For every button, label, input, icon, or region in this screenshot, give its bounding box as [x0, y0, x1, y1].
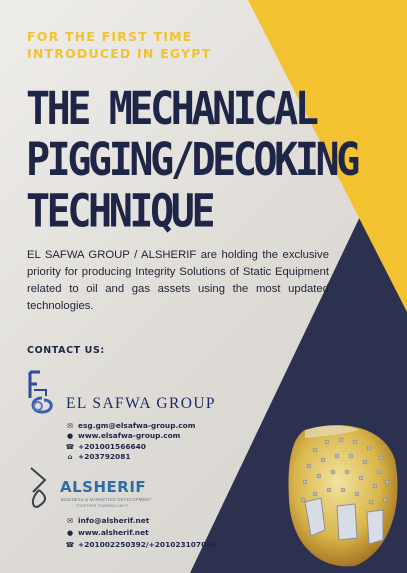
- fax-icon: ⌂: [67, 453, 73, 462]
- alsherif-logo-icon: [25, 466, 55, 512]
- title-line-1: THE MECHANICAL: [26, 82, 316, 136]
- alsherif-logo-subtitle: BUSINESS & MARKETING DEVELOPMENT: [61, 497, 152, 502]
- elsafwa-contact-list: [64, 421, 195, 463]
- elsafwa-website-row[interactable]: [64, 431, 195, 441]
- elsafwa-website[interactable]: www.elsafwa-group.com: [78, 431, 181, 441]
- elsafwa-email[interactable]: esg.gm@elsafwa-group.com: [78, 421, 196, 430]
- email-icon: ✉: [67, 516, 73, 525]
- alsherif-contact-list: [64, 515, 217, 551]
- phone-icon: ☎: [65, 442, 75, 451]
- alsherif-email-row[interactable]: [64, 515, 217, 527]
- alsherif-website[interactable]: www.alsherif.net: [78, 527, 149, 537]
- globe-icon: ●: [66, 528, 74, 537]
- alsherif-logo-tagline: TOGETHER TOWARDS UNITY: [76, 504, 129, 508]
- phone-icon: ☎: [65, 540, 75, 549]
- elsafwa-email-row[interactable]: [64, 421, 195, 431]
- tagline-line-1: FOR THE FIRST TIME: [27, 29, 193, 44]
- description-paragraph: EL SAFWA GROUP / ALSHERIF are holding the exclusive priority for producing Integrity Solutions of Static Equipment related to oil and gas assets using the most updated technologies.: [27, 249, 329, 312]
- email-icon: ✉: [67, 422, 73, 430]
- tagline-line-2: INTRODUCED IN EGYPT: [27, 46, 212, 61]
- alsherif-website-row[interactable]: [64, 527, 217, 539]
- tagline: [27, 28, 211, 62]
- elsafwa-phone-row[interactable]: [64, 442, 195, 452]
- page-title: [26, 84, 357, 238]
- alsherif-phone-row[interactable]: [64, 539, 217, 551]
- elsafwa-logo-name: EL SAFWA GROUP: [66, 395, 216, 412]
- alsherif-email[interactable]: info@alsherif.net: [78, 515, 150, 525]
- title-line-3: TECHNIQUE: [26, 185, 213, 238]
- title-line-2: PIGGING/DECOKING: [26, 134, 357, 187]
- elsafwa-fax: +203792081: [78, 452, 131, 462]
- alsherif-phone[interactable]: +201002250392/+201023107066: [78, 539, 217, 549]
- globe-icon: ●: [66, 432, 74, 441]
- elsafwa-logo-icon: [24, 368, 68, 414]
- elsafwa-phone[interactable]: +201001566640: [78, 441, 146, 451]
- contact-label: CONTACT US:: [27, 345, 105, 356]
- elsafwa-fax-row: [64, 452, 195, 462]
- pig-device-image: [285, 420, 403, 570]
- alsherif-logo-name: ALSHERIF: [60, 478, 147, 496]
